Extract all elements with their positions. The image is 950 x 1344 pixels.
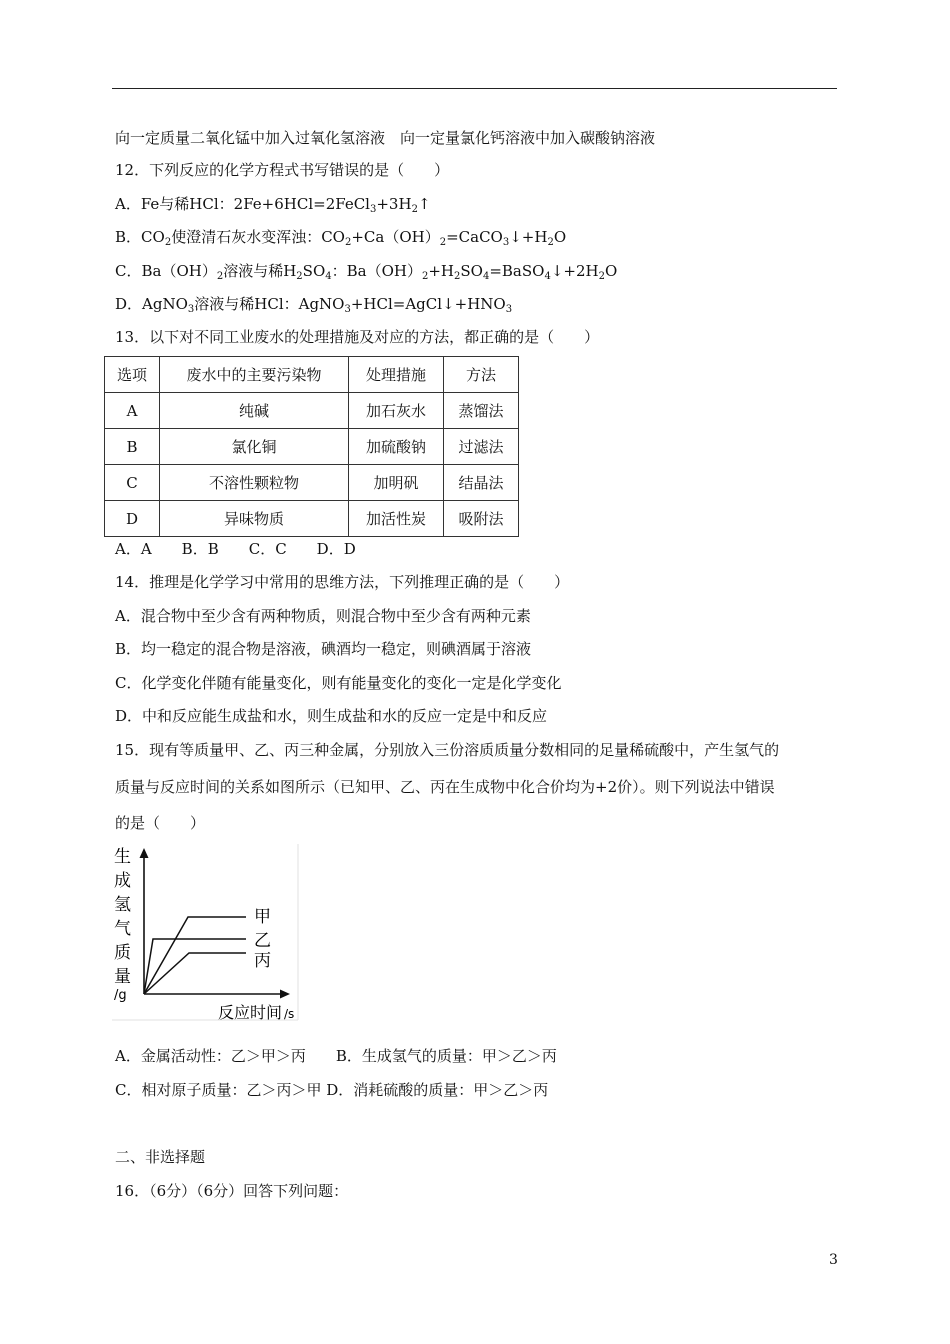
y-label-char: 量: [114, 967, 131, 987]
y-label-char: 生: [114, 847, 131, 867]
table-cell: 加明矾: [349, 465, 444, 501]
table-cell: 氯化铜: [160, 429, 349, 465]
header-rule: [112, 88, 837, 89]
series-line-bing: [144, 953, 246, 994]
q15-stem-line3: 的是（ ）: [115, 814, 206, 832]
q14-option-b: B．均一稳定的混合物是溶液，碘酒均一稳定，则碘酒属于溶液: [115, 640, 532, 658]
table-cell: A: [105, 393, 160, 429]
table-cell: 异味物质: [160, 501, 349, 537]
hydrogen-mass-graph: [112, 842, 300, 1024]
y-label-char: 氢: [114, 895, 131, 915]
q15-stem-line1: 15．现有等质量甲、乙、丙三种金属，分别放入三份溶质质量分数相同的足量稀硫酸中，产生氢气的: [115, 741, 780, 759]
q14-option-a: A．混合物中至少含有两种物质，则混合物中至少含有两种元素: [115, 607, 531, 625]
table-cell: 结晶法: [444, 465, 519, 501]
y-label-char: 质: [114, 943, 131, 963]
q13-table: [104, 356, 519, 537]
series-label-jia: 甲: [254, 907, 271, 927]
table-header-row: [105, 357, 519, 393]
q14-stem: 14．推理是化学学习中常用的思维方法，下列推理正确的是（ ）: [115, 573, 570, 591]
x-axis-arrow: [280, 990, 290, 999]
table-cell: C: [105, 465, 160, 501]
q12-stem: 12．下列反应的化学方程式书写错误的是（ ）: [115, 161, 450, 179]
table-header-cell: 方法: [444, 357, 519, 393]
x-unit: /s: [284, 1007, 295, 1021]
series-label-yi: 乙: [254, 931, 271, 951]
q12-option-a: A．Fe与稀HCl：$2Fe+6HCl=2FeCl_3+3H_2↑$: [115, 195, 431, 215]
table-cell: 加硫酸钠: [349, 429, 444, 465]
table-cell: 加石灰水: [349, 393, 444, 429]
table-row: [105, 429, 519, 465]
table-cell: B: [105, 429, 160, 465]
table-cell: 吸附法: [444, 501, 519, 537]
y-axis-arrow: [140, 848, 149, 858]
q12-option-c: C．$Ba(OH)_2$溶液与稀$H_2SO_4$：$Ba(OH)_2+H_2SO_4=BaSO_4↓+2H_2O$: [115, 262, 618, 282]
series-label-bing: 丙: [254, 951, 271, 971]
table-header-cell: 废水中的主要污染物: [160, 357, 349, 393]
y-label-char: 气: [114, 919, 131, 939]
q15-stem-line2: 质量与反应时间的关系如图所示（已知甲、乙、丙在生成物中化合价均为+2价）。则下列说法中错误: [115, 778, 775, 796]
top-line: 向一定质量二氧化锰中加入过氧化氢溶液 向一定量氯化钙溶液中加入碳酸钠溶液: [115, 129, 656, 147]
table-header-cell: 处理措施: [349, 357, 444, 393]
q12-option-d: D．AgNO$_3$溶液与稀HCl：$AgNO_3+HCl=AgCl↓+HNO_3$: [115, 295, 513, 315]
table-cell: 过滤法: [444, 429, 519, 465]
table-row: [105, 501, 519, 537]
table-cell: 纯碱: [160, 393, 349, 429]
table-row: [105, 393, 519, 429]
y-unit: /g: [114, 988, 127, 1003]
q14-option-d: D．中和反应能生成盐和水，则生成盐和水的反应一定是中和反应: [115, 707, 548, 725]
q13-options: A．A B．B C．C D．D: [115, 540, 356, 558]
table-row: [105, 465, 519, 501]
q13-stem: 13．以下对不同工业废水的处理措施及对应的方法，都正确的是（ ）: [115, 328, 600, 346]
q15-options-cd: C．相对原子质量：乙＞丙＞甲 D．消耗硫酸的质量：甲＞乙＞丙: [115, 1081, 549, 1099]
table-cell: 蒸馏法: [444, 393, 519, 429]
series-line-jia: [144, 917, 246, 994]
table-header-cell: 选项: [105, 357, 160, 393]
q14-option-c: C．化学变化伴随有能量变化，则有能量变化的变化一定是化学变化: [115, 674, 562, 692]
table-cell: 不溶性颗粒物: [160, 465, 349, 501]
x-label: 反应时间: [218, 1003, 283, 1022]
y-label-char: 成: [114, 871, 131, 891]
q15-options-ab: A．金属活动性：乙＞甲＞丙 B．生成氢气的质量：甲＞乙＞丙: [115, 1047, 557, 1065]
section-heading: 二、非选择题: [115, 1148, 206, 1166]
page-number: 3: [829, 1252, 838, 1268]
q12-option-b: B．$CO_2$使澄清石灰水变浑浊：$CO_2+Ca(OH)_2=CaCO_3↓+H_2O$: [115, 228, 567, 248]
table-cell: 加活性炭: [349, 501, 444, 537]
table-cell: D: [105, 501, 160, 537]
q16-stem: 16．（6分）（6分）回答下列问题：: [115, 1182, 349, 1200]
